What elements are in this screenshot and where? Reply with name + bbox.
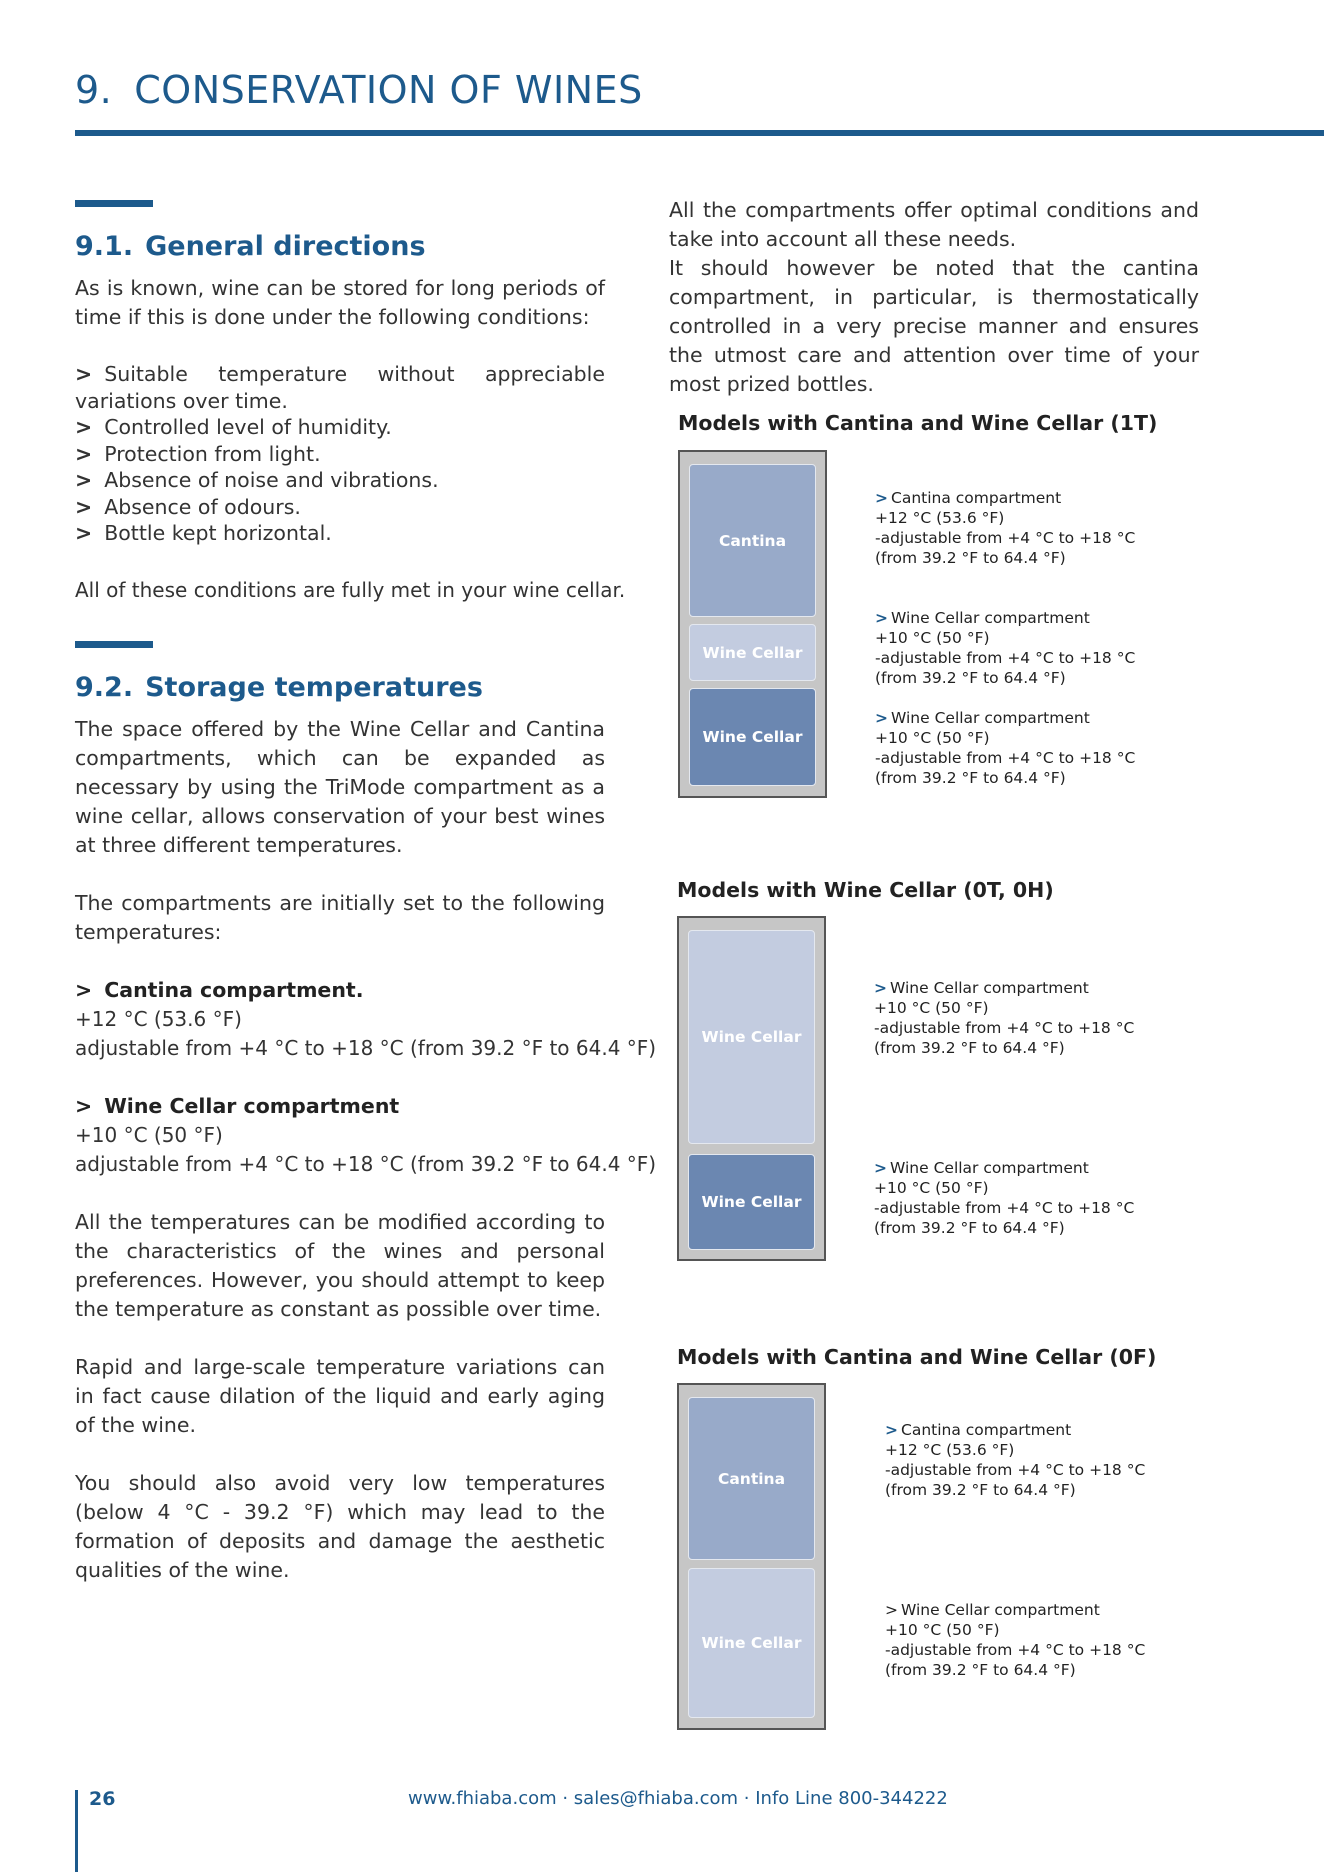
chevron-right-icon: > <box>875 489 888 507</box>
section-heading-general <box>75 231 605 262</box>
section-number: 9.1. <box>75 231 134 262</box>
temperature-value: +12 °C (53.6 °F) <box>75 1006 242 1031</box>
chapter-title <box>75 68 643 112</box>
compartment-note: > Wine Cellar compartment +10 °C (50 °F) -adjustable from +4 °C to +18 °C (from 39.2 °F to 64.4 °F) <box>875 609 1136 687</box>
diagram-title: Models with Cantina and Wine Cellar (0F) <box>677 1345 1157 1369</box>
chevron-right-icon: > <box>875 709 888 727</box>
section-accent-bar <box>75 641 153 648</box>
compartment-wine-cellar: Wine Cellar <box>688 1568 815 1718</box>
section-heading-storage <box>75 672 605 703</box>
list-item: > Suitable temperature without appreciable variations over time. <box>75 362 605 413</box>
compartment-note: > Cantina compartment +12 °C (53.6 °F) -adjustable from +4 °C to +18 °C (from 39.2 °F to 64.4 °F) <box>885 1421 1146 1499</box>
chevron-right-icon: > <box>75 1093 93 1118</box>
chevron-right-icon: > <box>75 468 93 492</box>
paragraph: Rapid and large-scale temperature variations can in fact cause dilation of the liquid and early aging of the wine. <box>75 1354 605 1437</box>
chevron-right-icon: > <box>885 1601 898 1619</box>
compartment-note: > Cantina compartment +12 °C (53.6 °F) -adjustable from +4 °C to +18 °C (from 39.2 °F to 64.4 °F) <box>875 489 1136 567</box>
fridge-cabinet <box>677 1383 826 1730</box>
chevron-right-icon: > <box>885 1421 898 1439</box>
chapter-number: 9. <box>75 68 113 112</box>
chevron-right-icon: > <box>75 494 93 519</box>
chevron-right-icon: > <box>75 521 93 545</box>
compartment-note: > Wine Cellar compartment +10 °C (50 °F) -adjustable from +4 °C to +18 °C (from 39.2 °F to 64.4 °F) <box>874 1159 1135 1237</box>
list-item: > Absence of noise and vibrations. <box>75 468 439 492</box>
list-item: > Absence of odours. <box>75 494 301 519</box>
subheading-wine-cellar: > Wine Cellar compartment <box>75 1093 400 1118</box>
paragraph: All the compartments offer optimal conditions and take into account all these needs. <box>669 198 1199 251</box>
compartment-note: > Wine Cellar compartment +10 °C (50 °F) -adjustable from +4 °C to +18 °C (from 39.2 °F to 64.4 °F) <box>875 709 1136 787</box>
compartment-wine-cellar: Wine Cellar <box>689 624 816 681</box>
temperature-range: adjustable from +4 °C to +18 °C (from 39.2 °F to 64.4 °F) <box>75 1035 657 1060</box>
temperature-value: +10 °C (50 °F) <box>75 1122 223 1147</box>
section-title: Storage temperatures <box>145 671 483 703</box>
list-item: > Controlled level of humidity. <box>75 415 392 439</box>
paragraph: All of these conditions are fully met in your wine cellar. <box>75 577 626 602</box>
list-item: > Protection from light. <box>75 441 321 466</box>
temperature-range: adjustable from +4 °C to +18 °C (from 39.2 °F to 64.4 °F) <box>75 1151 657 1176</box>
paragraph: As is known, wine can be stored for long periods of time if this is done under the following conditions: <box>75 276 605 329</box>
page-number: 26 <box>89 1788 116 1810</box>
chevron-right-icon: > <box>75 441 93 466</box>
fridge-cabinet <box>678 450 827 798</box>
chevron-right-icon: > <box>75 977 93 1002</box>
paragraph: The space offered by the Wine Cellar and Cantina compartments, which can be expanded as necessary by using the TriMode compartment as a wine cellar, allows conservation of your best wines at three different temperatures. <box>75 716 605 857</box>
paragraph: It should however be noted that the cantina compartment, in particular, is thermostatically controlled in a very precise manner and ensures the utmost care and attention over time of your most prized bottles. <box>669 256 1199 396</box>
chevron-right-icon: > <box>874 979 887 997</box>
fridge-cabinet <box>677 916 826 1261</box>
diagram-title: Models with Cantina and Wine Cellar (1T) <box>678 411 1158 435</box>
chevron-right-icon: > <box>874 1159 887 1177</box>
paragraph: The compartments are initially set to the following temperatures: <box>75 890 605 944</box>
list-item: > Bottle kept horizontal. <box>75 521 332 545</box>
section-number: 9.2. <box>75 671 134 703</box>
chevron-right-icon: > <box>75 362 93 386</box>
compartment-cantina: Cantina <box>688 1397 815 1560</box>
chapter-title-text: CONSERVATION OF WINES <box>134 68 643 112</box>
footer-contact: www.fhiaba.com · sales@fhiaba.com · Info Line 800-344222 <box>408 1788 948 1809</box>
right-column <box>669 196 1199 399</box>
compartment-cantina: Cantina <box>689 464 816 617</box>
chevron-right-icon: > <box>875 609 888 627</box>
paragraph: All the temperatures can be modified according to the characteristics of the wines and personal preferences. However, you should attempt to keep the temperature as constant as possible over time. <box>75 1209 605 1321</box>
diagram-title: Models with Wine Cellar (0T, 0H) <box>677 878 1054 902</box>
header-rule <box>75 130 1324 136</box>
compartment-wine-cellar: Wine Cellar <box>688 930 815 1144</box>
section-title: General directions <box>145 231 426 262</box>
compartment-note: > Wine Cellar compartment +10 °C (50 °F) -adjustable from +4 °C to +18 °C (from 39.2 °F to 64.4 °F) <box>885 1601 1146 1679</box>
subheading-cantina: > Cantina compartment. <box>75 977 364 1002</box>
paragraph: You should also avoid very low temperatures (below 4 °C - 39.2 °F) which may lead to the formation of deposits and damage the aesthetic qualities of the wine. <box>75 1470 605 1582</box>
compartment-wine-cellar: Wine Cellar <box>688 1154 815 1250</box>
section-accent-bar <box>75 200 153 207</box>
chevron-right-icon: > <box>75 415 93 439</box>
footer-rule <box>75 1790 78 1872</box>
compartment-note: > Wine Cellar compartment +10 °C (50 °F) -adjustable from +4 °C to +18 °C (from 39.2 °F to 64.4 °F) <box>874 979 1135 1057</box>
left-column <box>75 200 657 1585</box>
compartment-wine-cellar: Wine Cellar <box>689 688 816 786</box>
